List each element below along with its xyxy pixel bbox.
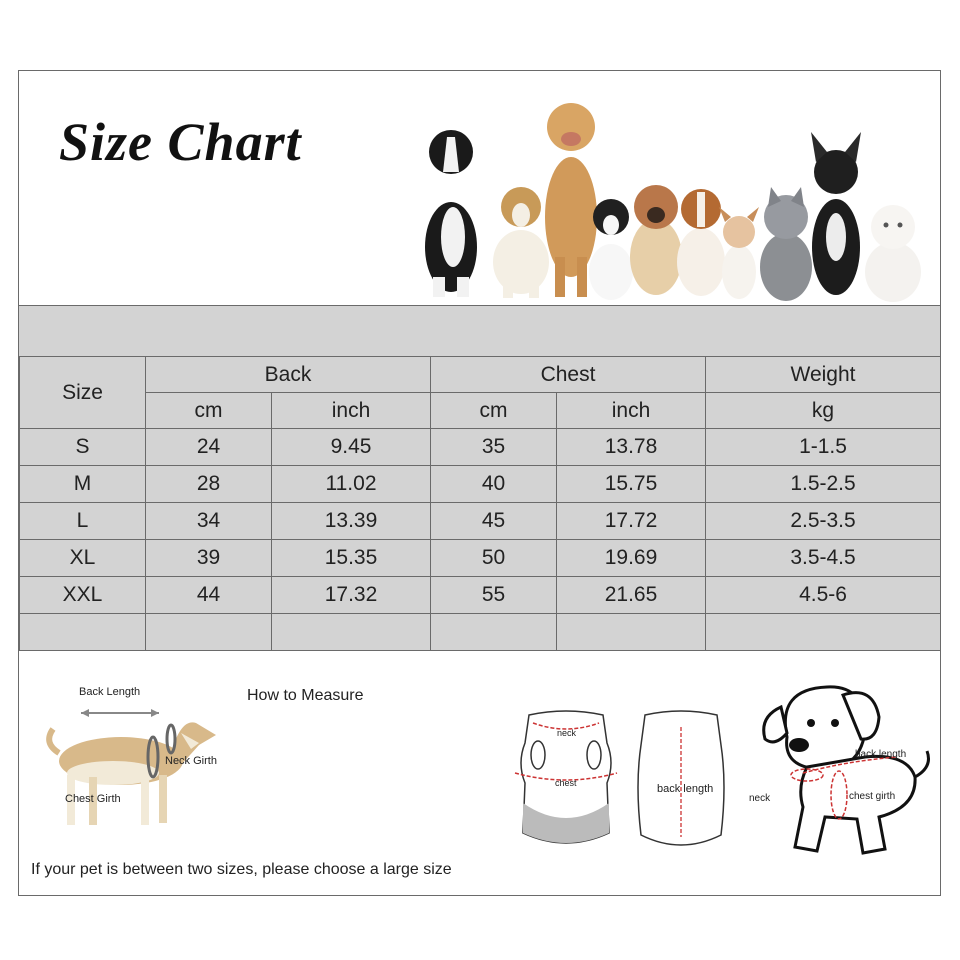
- chest-inch-cell: 15.75: [557, 466, 706, 503]
- size-cell: S: [20, 429, 146, 466]
- neck-girth-label: Neck Girth: [165, 755, 217, 767]
- back-cm-cell: 34: [146, 503, 272, 540]
- table-row: [20, 540, 941, 577]
- empty-cell: [557, 614, 706, 651]
- back-inch-cell: 11.02: [272, 466, 431, 503]
- back-group-header: Back: [146, 357, 431, 393]
- weight-cell: 1-1.5: [706, 429, 941, 466]
- weight-cell: 2.5-3.5: [706, 503, 941, 540]
- empty-row: [20, 614, 941, 651]
- unit-header: inch: [272, 393, 431, 429]
- empty-cell: [146, 614, 272, 651]
- back-inch-cell: 17.32: [272, 577, 431, 614]
- chihuahua-icon: [719, 207, 759, 299]
- pets-group-image: [411, 97, 941, 307]
- garment-neck-label: neck: [557, 728, 577, 738]
- size-cell: XXL: [20, 577, 146, 614]
- back-length-label: Back Length: [79, 686, 141, 698]
- garment-chest-label: chest: [555, 778, 577, 788]
- cartoon-neck-label: neck: [749, 793, 771, 804]
- table-row: [20, 577, 941, 614]
- beagle-icon: [677, 189, 725, 296]
- table-row: [20, 503, 941, 540]
- weight-cell: 1.5-2.5: [706, 466, 941, 503]
- cartoon-back-length-label: back length: [855, 749, 907, 760]
- weight-cell: 3.5-4.5: [706, 540, 941, 577]
- back-cm-cell: 39: [146, 540, 272, 577]
- chest-inch-cell: 17.72: [557, 503, 706, 540]
- empty-cell: [20, 614, 146, 651]
- chest-inch-cell: 19.69: [557, 540, 706, 577]
- chest-cm-cell: 55: [431, 577, 557, 614]
- terrier-icon: [493, 187, 549, 298]
- chest-cm-cell: 35: [431, 429, 557, 466]
- chest-cm-cell: 45: [431, 503, 557, 540]
- size-note: If your pet is between two sizes, please choose a large size: [31, 861, 452, 878]
- white-cat-icon: [865, 205, 921, 302]
- unit-header: inch: [557, 393, 706, 429]
- size-cell: M: [20, 466, 146, 503]
- size-column-header: Size: [20, 357, 146, 429]
- chest-cm-cell: 40: [431, 466, 557, 503]
- back-cm-cell: 24: [146, 429, 272, 466]
- garment-back-length-label: back length: [657, 783, 714, 795]
- golden-retriever-icon: [545, 103, 597, 297]
- back-cm-cell: 28: [146, 466, 272, 503]
- weight-cell: 4.5-6: [706, 577, 941, 614]
- page-title: Size Chart: [59, 112, 302, 172]
- french-bulldog-icon: [811, 132, 861, 295]
- chest-inch-cell: 21.65: [557, 577, 706, 614]
- cartoon-puppy-figure: [747, 677, 935, 877]
- gray-header-band: [19, 305, 940, 357]
- unit-header: cm: [146, 393, 272, 429]
- grey-cat-icon: [760, 187, 812, 301]
- small-dog-icon: [589, 199, 633, 300]
- chest-group-header: Chest: [431, 357, 706, 393]
- empty-cell: [431, 614, 557, 651]
- how-to-measure-heading: How to Measure: [247, 687, 364, 704]
- how-to-measure-section: [19, 669, 940, 896]
- empty-cell: [272, 614, 431, 651]
- back-inch-cell: 13.39: [272, 503, 431, 540]
- border-collie-icon: [425, 130, 477, 297]
- weight-group-header: Weight: [706, 357, 941, 393]
- back-inch-cell: 15.35: [272, 540, 431, 577]
- chest-girth-label: Chest Girth: [65, 793, 121, 805]
- chest-cm-cell: 50: [431, 540, 557, 577]
- size-table: [19, 356, 941, 651]
- empty-cell: [706, 614, 941, 651]
- size-cell: L: [20, 503, 146, 540]
- table-row: [20, 429, 941, 466]
- pekingese-icon: [630, 185, 682, 295]
- back-inch-cell: 9.45: [272, 429, 431, 466]
- back-cm-cell: 44: [146, 577, 272, 614]
- chest-inch-cell: 13.78: [557, 429, 706, 466]
- size-cell: XL: [20, 540, 146, 577]
- size-chart-card: [18, 70, 941, 896]
- table-row: [20, 466, 941, 503]
- cartoon-chest-girth-label: chest girth: [849, 791, 896, 802]
- unit-header: kg: [706, 393, 941, 429]
- unit-header: cm: [431, 393, 557, 429]
